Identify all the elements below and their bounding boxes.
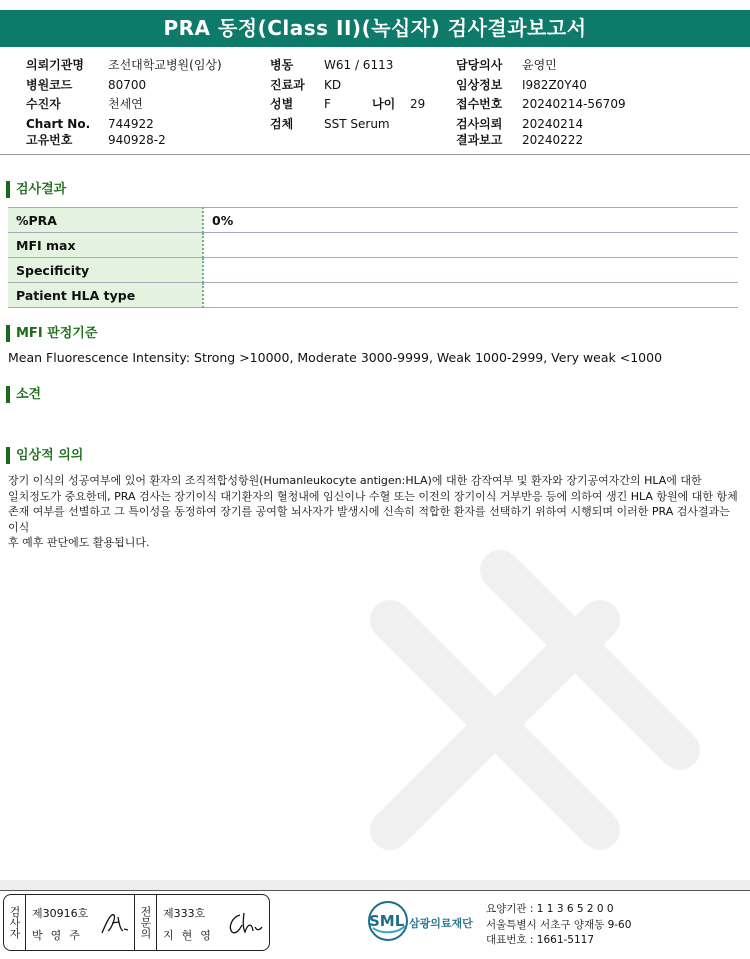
tester-license-no: 제30916호 xyxy=(32,907,89,920)
info-row-clinical-info: 임상정보 I982Z0Y40 xyxy=(456,77,587,92)
result-value xyxy=(203,283,738,308)
result-key: MFI max xyxy=(8,233,203,258)
info-row-receipt-no: 접수번호 20240214-56709 xyxy=(456,97,626,111)
info-row-unique-no: 고유번호 940928-2 xyxy=(26,133,166,147)
address: 서울특별시 서초구 양재동 9-60 xyxy=(486,918,632,931)
sml-logo-text: SML xyxy=(369,912,405,930)
info-row-specimen: 검체 SST Serum xyxy=(270,116,390,131)
org-name: 삼광의료재단 xyxy=(409,917,473,930)
table-row xyxy=(8,283,738,308)
specialist-license-no: 제333호 xyxy=(163,907,206,920)
clinical-significance-text: 장기 이식의 성공여부에 있어 환자의 조직적합성항원(Humanleukocyte antigen:HLA)에 대한 감작여부 및 환자와 장기공여자간의 HLA에 대한 일치정도가 중요한데, PRA 검사는 장기이식 대기환자의 혈청내에 임신이나 수혈 또는 이전의 장기이식 거부반응 등에 의하여 생긴 HLA 항원에 대한 항체 존재 여부를 선별하고 그 특이성을 동정하여 장기를 공여할 뇌사자가 발생시에 신속히 적합한 환자를 선택하기 위하여 시행되며 이러한 PRA 검사결과는 이식 후 예후 판단에도 활용됩니다. xyxy=(8,474,738,549)
phone: 대표번호 : 1661-5117 xyxy=(486,934,595,946)
cross-watermark-icon xyxy=(300,530,740,890)
info-row-doctor: 담당의사 윤영민 xyxy=(456,58,557,72)
info-row-request-date: 검사의뢰 20240214 xyxy=(456,116,584,131)
result-key: Specificity xyxy=(8,258,203,283)
mfi-criteria-text: Mean Fluorescence Intensity: Strong >10000, Moderate 3000-9999, Weak 1000-2999, Very weak <1000 xyxy=(8,350,663,365)
info-divider xyxy=(0,154,750,155)
section-results-title: 검사결과 xyxy=(6,181,66,198)
info-row-hospital-code: 병원코드 80700 xyxy=(26,77,147,92)
report-title: PRA 동정(Class II)(녹십자) 검사결과보고서 xyxy=(0,10,750,47)
info-col2 xyxy=(270,56,425,134)
info-row-institution: 의뢰기관명 조선대학교병원(임상) xyxy=(26,58,222,72)
tester-signature-icon xyxy=(99,909,131,937)
result-value xyxy=(203,233,738,258)
specialist-name: 지현영 xyxy=(163,929,219,942)
footer-divider xyxy=(0,890,750,891)
contact-info xyxy=(486,902,631,949)
info-row-department: 진료과 KD xyxy=(270,77,342,92)
table-row xyxy=(8,233,738,258)
tester-label: 검사자 xyxy=(8,906,21,939)
age-value: 29 xyxy=(410,97,426,111)
specialist-label: 전문의 xyxy=(139,906,152,939)
info-col3 xyxy=(456,56,626,151)
result-value: 0% xyxy=(203,208,738,233)
age-label: 나이 xyxy=(372,97,396,111)
info-row-chart-no: Chart No. 744922 xyxy=(26,116,154,131)
specialist-signature-icon xyxy=(226,909,264,937)
info-row-report-date: 결과보고 20240222 xyxy=(456,133,584,147)
info-row-ward: 병동 W61 / 6113 xyxy=(270,58,394,72)
table-row xyxy=(8,258,738,283)
section-opinion-title: 소견 xyxy=(6,386,41,403)
result-key: Patient HLA type xyxy=(8,283,203,308)
result-value xyxy=(203,258,738,283)
result-key: %PRA xyxy=(8,208,203,233)
footer-band xyxy=(0,880,750,890)
section-clinical-title: 임상적 의의 xyxy=(6,447,83,464)
results-table xyxy=(8,207,738,308)
info-col1 xyxy=(26,56,222,151)
institution-code: 요양기관 : 1 1 3 6 5 2 0 0 xyxy=(486,903,614,915)
signature-box xyxy=(3,894,270,951)
info-row-patient: 수진자 천세연 xyxy=(26,97,143,111)
tester-name: 박영주 xyxy=(32,929,88,942)
section-mfi-title: MFI 판정기준 xyxy=(6,325,97,342)
table-row xyxy=(8,208,738,233)
info-row-sex: 성별 F 나이 29 xyxy=(270,95,425,115)
